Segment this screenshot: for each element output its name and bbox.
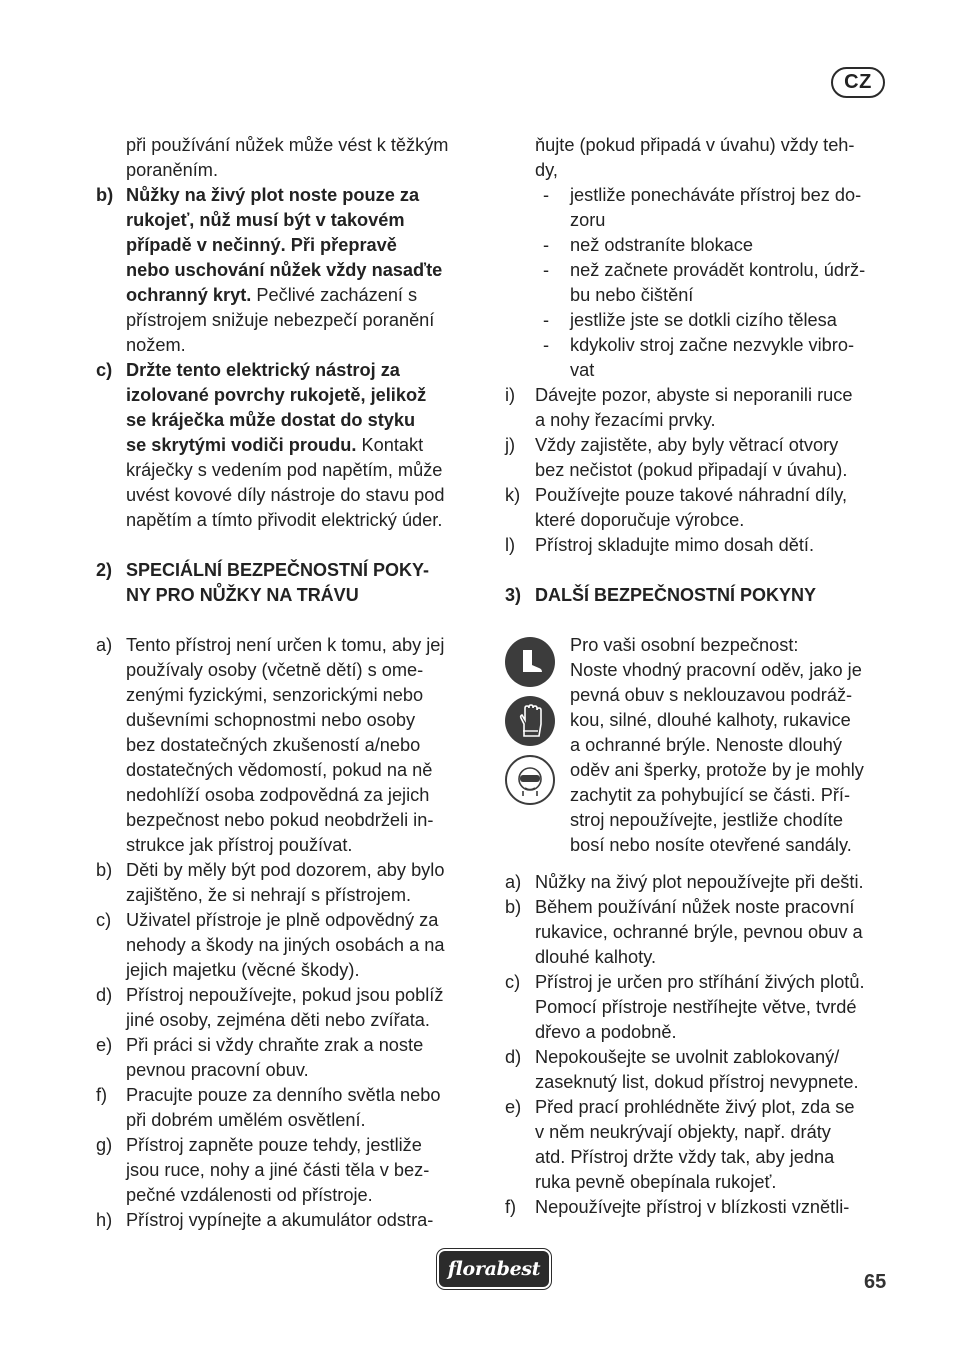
text-line: Pomocí přístroje nestříhejte větve, tvrdé	[535, 997, 857, 1017]
goggles-icon	[505, 755, 555, 805]
text-line: Přístroj zapněte pouze tehdy, jestliže	[126, 1135, 422, 1155]
list-item	[505, 1045, 889, 1095]
text-line: používaly osoby (včetně dětí) s ome-	[126, 660, 424, 680]
item-label: l)	[505, 535, 516, 555]
text-span: Kontakt	[356, 435, 424, 455]
section-heading-3	[505, 583, 889, 608]
text-line: nehody a škody na jiných osobách a na	[126, 935, 445, 955]
text-line: Nepokoušejte se uvolnit zablokovaný/	[535, 1047, 840, 1067]
text-line: Používejte pouze takové náhradní díly,	[535, 485, 848, 505]
personal-safety-block	[505, 633, 889, 858]
heading-number: 3)	[505, 585, 522, 605]
text-line: bez dostatečných zkušeností a/nebo	[126, 735, 421, 755]
text-line: dy,	[535, 160, 558, 180]
list-item	[96, 1033, 468, 1083]
text-line: pevná obuv s neklouzavou podráž-	[570, 685, 853, 705]
bold-line: nebo uschování nůžek vždy nasaďte	[126, 260, 443, 280]
item-label: h)	[96, 1210, 113, 1230]
list-item	[505, 483, 889, 533]
text-line: jiné osoby, zejména děti nebo zvířata.	[126, 1010, 430, 1030]
text-line: Uživatel přístroje je plně odpovědný za	[126, 910, 439, 930]
item-label: c)	[96, 360, 113, 380]
heading-line: NY PRO NŮŽKY NA TRÁVU	[126, 585, 359, 605]
text-line: ňujte (pokud připadá v úvahu) vždy teh-	[535, 135, 855, 155]
text-line: bu nebo čištění	[570, 285, 694, 305]
list-i-to-l	[505, 383, 889, 558]
list-item	[505, 333, 889, 383]
text-line: a ochranné brýle. Nenoste dlouhý	[570, 735, 842, 755]
text-line: v něm neukrývají objekty, např. dráty	[535, 1122, 831, 1142]
heading-line: DALŠÍ BEZPEČNOSTNÍ POKYNY	[535, 585, 817, 605]
bold-line: rukojeť, nůž musí být v takovém	[126, 210, 405, 230]
left-intro	[96, 133, 468, 183]
item-label: c)	[96, 910, 112, 930]
safety-icons	[505, 637, 559, 814]
list-item	[96, 1208, 468, 1233]
text-line: Nůžky na živý plot nepoužívejte při dešti.	[535, 872, 864, 892]
section-heading-2	[96, 558, 468, 608]
item-label: -	[543, 235, 550, 255]
text-line: Dávejte pozor, abyste si neporanili ruce	[535, 385, 853, 405]
list-item	[505, 1195, 889, 1220]
dash-list	[505, 183, 889, 383]
bold-line: se skrytými vodiči proudu.	[126, 435, 357, 455]
list-item-b	[96, 183, 468, 358]
text-line: které doporučuje výrobce.	[535, 510, 745, 530]
list-item	[96, 908, 468, 983]
text-line: než odstraníte blokace	[570, 235, 754, 255]
bold-line: ochranný kryt.	[126, 285, 252, 305]
text-line: uvést kovové díly nástroje do stavu pod	[126, 485, 445, 505]
item-label: b)	[96, 185, 114, 205]
text-line: pevnou pracovní obuv.	[126, 1060, 309, 1080]
item-label: f)	[505, 1197, 517, 1217]
item-label: g)	[96, 1135, 113, 1155]
list-item	[505, 870, 889, 895]
text-line: zaseknutý list, dokud přístroj nevypnete.	[535, 1072, 859, 1092]
item-label: i)	[505, 385, 516, 405]
text-line: jestliže ponecháváte přístroj bez do-	[570, 185, 862, 205]
list-item	[505, 233, 889, 258]
item-label: a)	[96, 635, 113, 655]
text-line: oděv ani šperky, protože by je mohly	[570, 760, 864, 780]
text-line: Během používání nůžek noste pracovní	[535, 897, 855, 917]
item-label: e)	[96, 1035, 113, 1055]
item-label: b)	[505, 897, 522, 917]
item-label: d)	[96, 985, 113, 1005]
text-line: bosí nebo nosíte otevřené sandály.	[570, 835, 852, 855]
list-item	[505, 258, 889, 308]
text-line: Noste vhodný pracovní oděv, jako je	[570, 660, 862, 680]
text-line: nedohlíží osoba zodpovědná za jejich	[126, 785, 430, 805]
heading-number: 2)	[96, 560, 113, 580]
bold-line: případě v nečinný. Při přepravě	[126, 235, 397, 255]
text-line: pečné vzdálenosti od přístroje.	[126, 1185, 373, 1205]
list-item	[505, 383, 889, 433]
text-line: jestliže jste se dotkli cizího tělesa	[570, 310, 837, 330]
text-line: vat	[570, 360, 595, 380]
text-line: Přístroj je určen pro stříhání živých plotů.	[535, 972, 865, 992]
text-line: při používání nůžek může vést k těžkým	[126, 135, 449, 155]
text-line: než začnete provádět kontrolu, údrž-	[570, 260, 866, 280]
boot-icon	[505, 637, 555, 687]
heading-line: SPECIÁLNÍ BEZPEČNOSTNÍ POKY-	[126, 560, 430, 580]
text-line: dostatečných vědomostí, pokud na ně	[126, 760, 433, 780]
item-label: a)	[505, 872, 522, 892]
list-item	[505, 433, 889, 483]
list-item	[505, 183, 889, 233]
list-item	[505, 533, 889, 558]
text-line: bez nečistot (pokud připadají v úvahu).	[535, 460, 848, 480]
list-item	[96, 858, 468, 908]
text-line: nožem.	[126, 335, 186, 355]
item-label: k)	[505, 485, 521, 505]
list-item	[505, 308, 889, 333]
page-number: 65	[864, 1271, 887, 1293]
text-line: Přístroj vypínejte a akumulátor odstra-	[126, 1210, 434, 1230]
text-line: Přístroj nepoužívejte, pokud jsou poblíž	[126, 985, 444, 1005]
list-item	[96, 1133, 468, 1208]
list-item	[96, 983, 468, 1033]
list-item	[96, 1083, 468, 1133]
list-item	[505, 895, 889, 970]
list-item	[505, 1095, 889, 1195]
bold-line: izolované povrchy rukojetě, jelikož	[126, 385, 427, 405]
text-line: při dobrém umělém osvětlení.	[126, 1110, 366, 1130]
text-line: kráječky s vedením pod napětím, může	[126, 460, 443, 480]
item-label: -	[543, 335, 550, 355]
text-line: Vždy zajistěte, aby byly větrací otvory	[535, 435, 839, 455]
text-line: dlouhé kalhoty.	[535, 947, 656, 967]
text-line: zenými fyzickými, senzorickými nebo	[126, 685, 424, 705]
text-line: kdykoliv stroj začne nezvykle vibro-	[570, 335, 855, 355]
item-label: e)	[505, 1097, 522, 1117]
list-item	[505, 970, 889, 1045]
section3-list	[505, 870, 889, 1220]
text-line: Děti by měly být pod dozorem, aby bylo	[126, 860, 445, 880]
text-line: napětím a tímto přivodit elektrický úder.	[126, 510, 443, 530]
right-intro	[505, 133, 889, 183]
item-label: b)	[96, 860, 113, 880]
language-badge: CZ	[831, 67, 885, 98]
list-item-c	[96, 358, 468, 533]
text-line: Pro vaši osobní bezpečnost:	[570, 635, 799, 655]
text-line: atd. Přístroj držte vždy tak, aby jedna	[535, 1147, 835, 1167]
item-label: -	[543, 260, 550, 280]
text-line: duševními schopnostmi nebo osoby	[126, 710, 416, 730]
text-line: Před prací prohlédněte živý plot, zda se	[535, 1097, 855, 1117]
item-label: -	[543, 310, 550, 330]
item-label: c)	[505, 972, 521, 992]
text-line: Tento přístroj není určen k tomu, aby jej	[126, 635, 445, 655]
text-line: Při práci si vždy chraňte zrak a noste	[126, 1035, 424, 1055]
bold-line: Držte tento elektrický nástroj za	[126, 360, 400, 380]
text-line: poraněním.	[126, 160, 219, 180]
text-line: zoru	[570, 210, 606, 230]
section2-list	[96, 633, 468, 1233]
right-column	[505, 133, 889, 1220]
text-line: bezpečnost nebo pokud neobdrželi in-	[126, 810, 434, 830]
personal-safety-text	[570, 633, 889, 858]
item-label: -	[543, 185, 550, 205]
text-line: Přístroj skladujte mimo dosah dětí.	[535, 535, 814, 555]
text-line: Pracujte pouze za denního světla nebo	[126, 1085, 441, 1105]
text-line: jejich majetku (věcné škody).	[126, 960, 360, 980]
glove-icon	[505, 696, 555, 746]
text-line: stroj nepoužívejte, jestliže chodíte	[570, 810, 843, 830]
text-line: kou, silné, dlouhé kalhoty, rukavice	[570, 710, 851, 730]
text-line: ruka pevně obepínala rukojeť.	[535, 1172, 777, 1192]
bold-line: se kráječka může dostat do styku	[126, 410, 416, 430]
text-line: strukce jak přístroj používat.	[126, 835, 353, 855]
text-line: zachytit za pohybující se části. Pří-	[570, 785, 850, 805]
text-line: Nepoužívejte přístroj v blízkosti vznětli-	[535, 1197, 850, 1217]
florabest-logo: florabest	[439, 1251, 549, 1287]
item-label: j)	[505, 435, 516, 455]
item-label: f)	[96, 1085, 108, 1105]
text-line: přístrojem snižuje nebezpečí poranění	[126, 310, 435, 330]
bold-line: Nůžky na živý plot noste pouze za	[126, 185, 420, 205]
left-column	[96, 133, 468, 1233]
text-line: a nohy řezacími prvky.	[535, 410, 716, 430]
list-item	[96, 633, 468, 858]
text-line: rukavice, ochranné brýle, pevnou obuv a	[535, 922, 863, 942]
text-line: dřevo a podobně.	[535, 1022, 677, 1042]
text-span: Pečlivé zacházení s	[251, 285, 418, 305]
item-label: d)	[505, 1047, 522, 1067]
text-line: jsou ruce, nohy a jiné části těla v bez-	[126, 1160, 430, 1180]
text-line: zajištěno, že si nehrají s přístrojem.	[126, 885, 412, 905]
